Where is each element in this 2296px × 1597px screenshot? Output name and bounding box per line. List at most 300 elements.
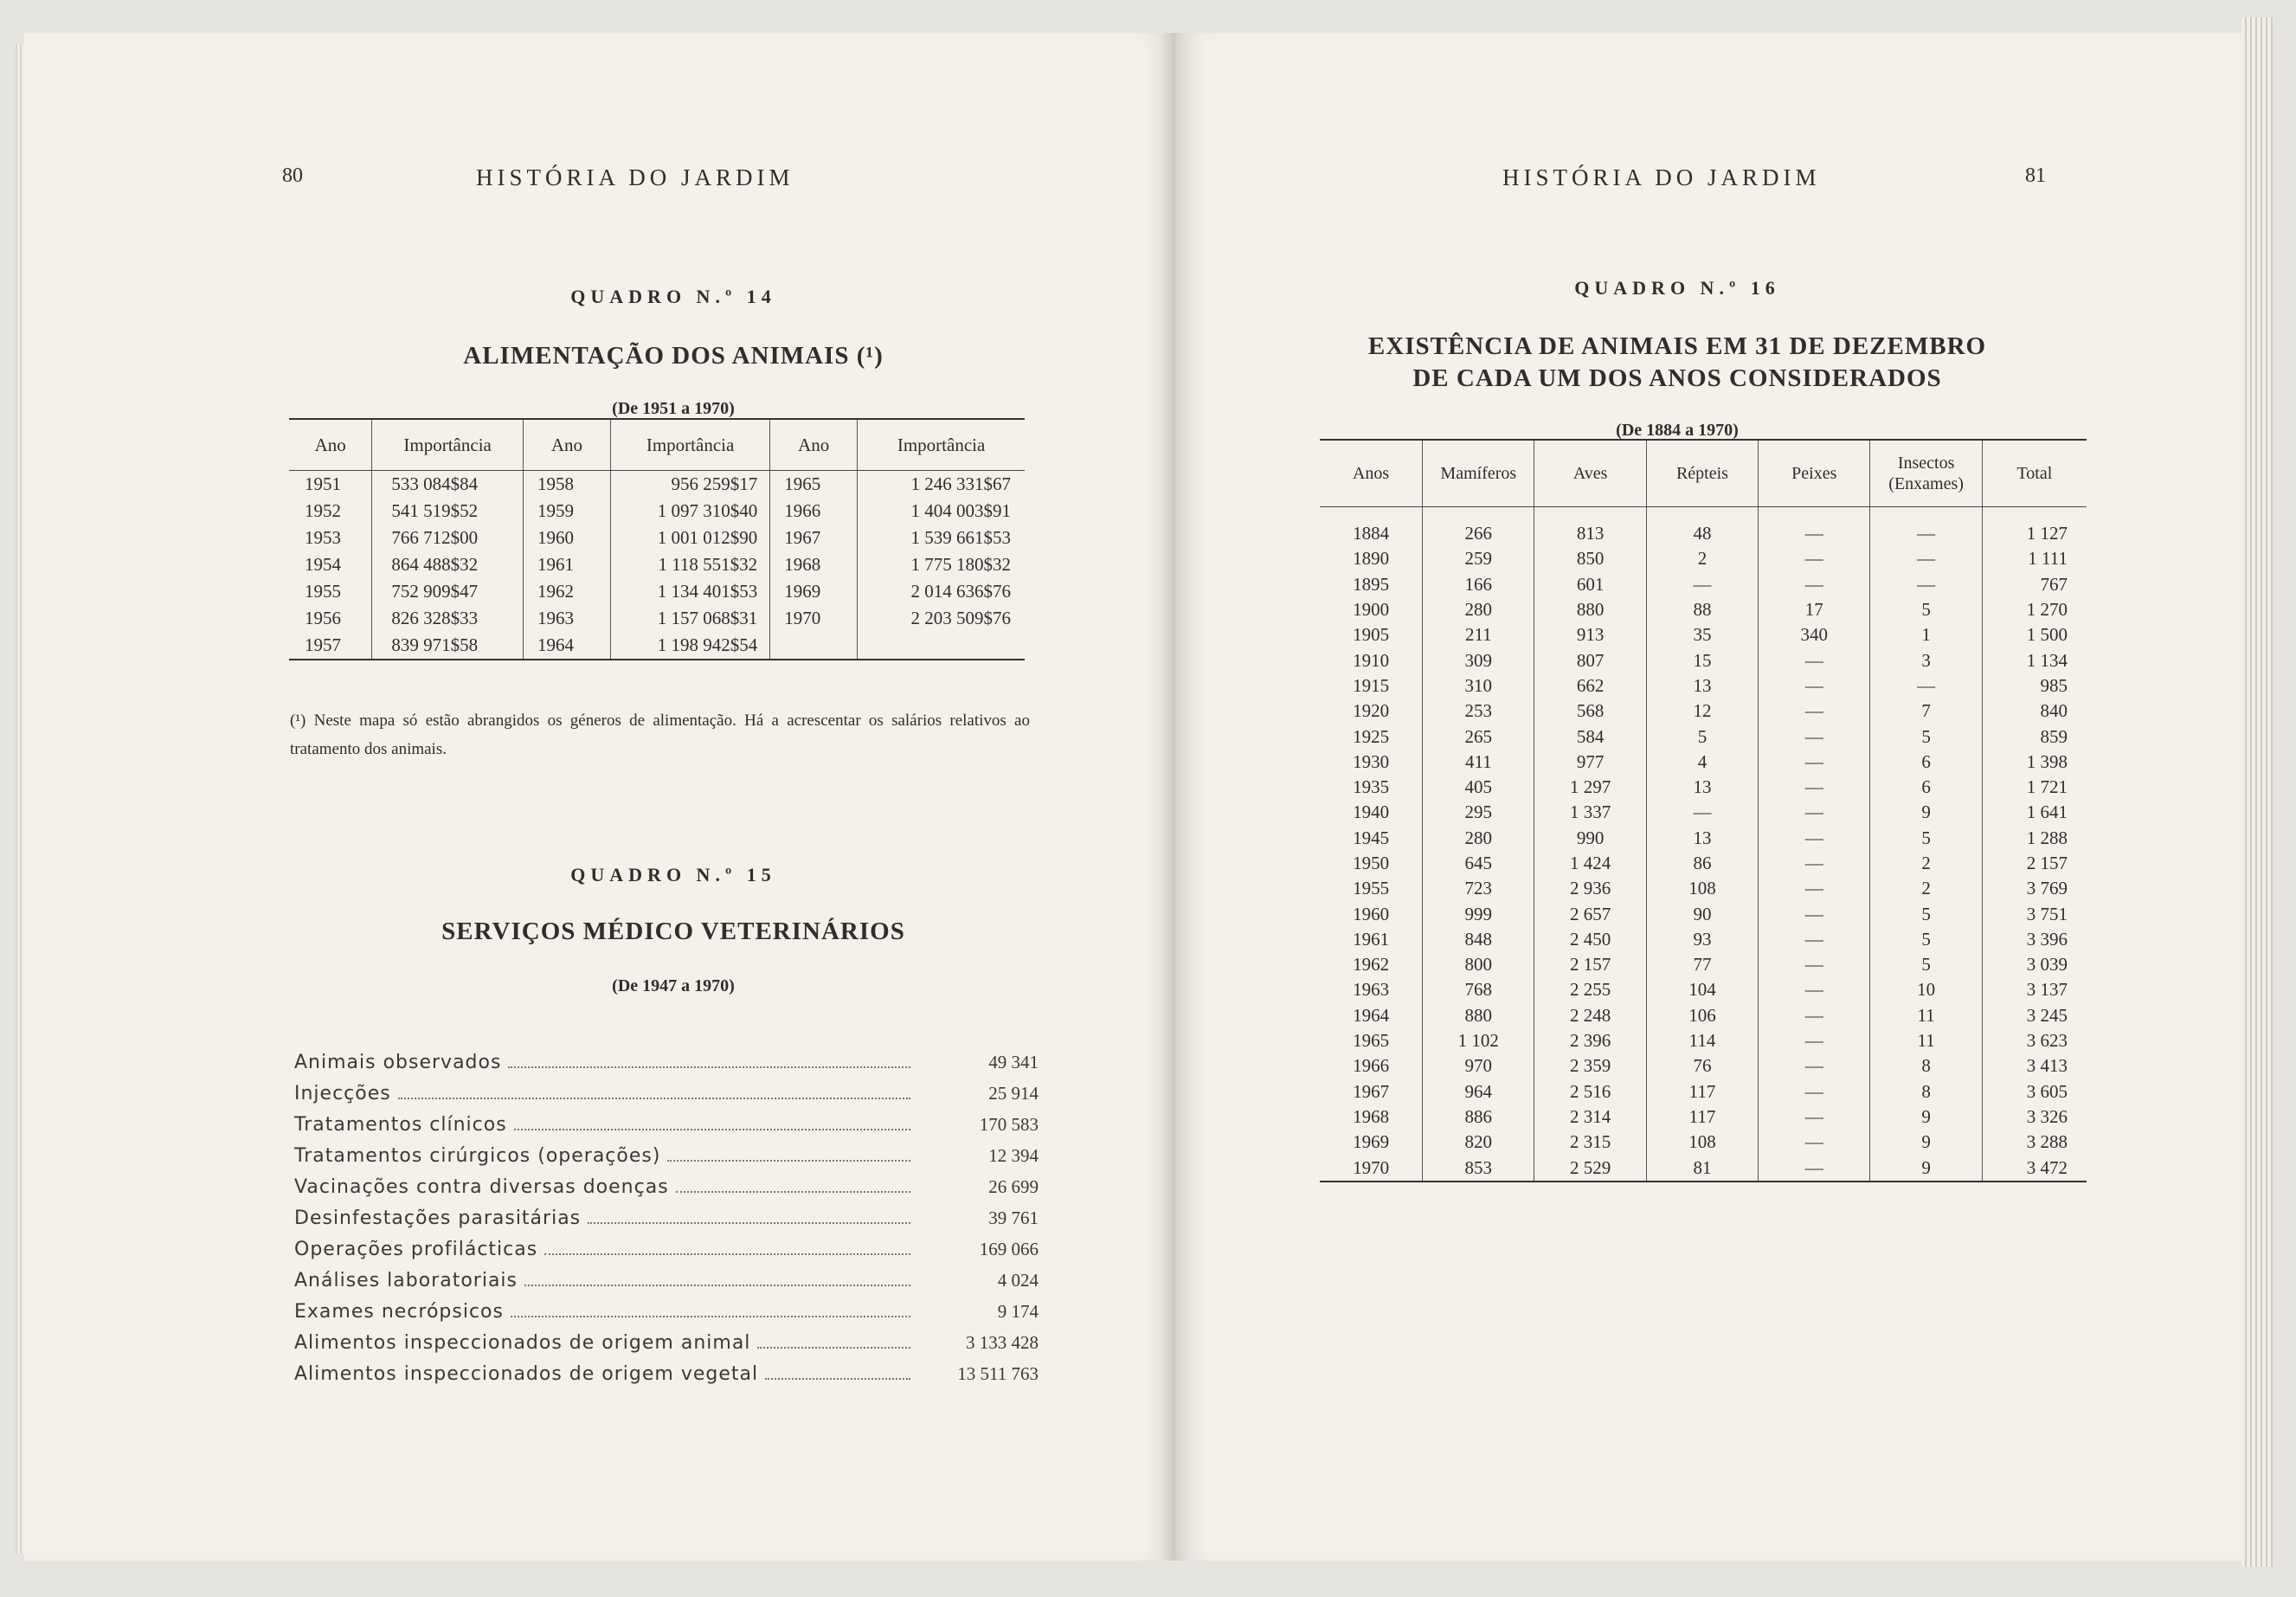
item-label: Operações profilácticas [294,1239,538,1260]
col-header-importancia-1: Importância [372,419,524,471]
table-cell: 1970 [1320,1155,1423,1181]
table-cell: 411 [1423,750,1534,775]
table-cell: 9 [1870,1155,1982,1181]
table-cell: — [1759,546,1870,571]
page-number: 81 [2025,164,2046,187]
animal-census-table [1320,439,2087,1182]
table-cell: 880 [1534,597,1646,622]
table-subtitle: (De 1884 a 1970) [1616,421,1739,440]
table-cell: 4 [1646,750,1758,775]
table-cell: 6 [1870,750,1982,775]
col-header-aves: Aves [1534,440,1646,507]
table-cell: — [1759,927,1870,952]
table-cell: 768 [1423,977,1534,1002]
table-cell: 1963 [523,605,610,632]
table-cell: 1970 [770,605,858,632]
table-cell: 645 [1423,851,1534,876]
table-row [1320,622,2087,647]
list-item [294,1083,1039,1114]
table-row [289,605,1025,632]
table-cell: 1884 [1353,523,1390,544]
table-cell: — [1759,647,1870,673]
table-title: SERVIÇOS MÉDICO VETERINÁRIOS [441,918,905,945]
table-cell: 1930 [1353,750,1390,772]
veterinary-services-list [294,1052,1039,1394]
dot-leader [765,1378,910,1380]
table-cell: 11 [1870,1003,1982,1028]
table-cell: 1940 [1353,802,1390,823]
item-value: 3 133 428 [966,1332,1039,1353]
table-cell: 970 [1423,1053,1534,1079]
table-cell [770,632,858,660]
table-cell: 848 [1423,927,1534,952]
item-value: 9 174 [997,1301,1039,1322]
table-cell: 3 [1870,647,1982,673]
table-cell: 2 657 [1534,901,1646,926]
table-cell: 1955 [305,581,341,602]
table-cell: 1950 [1353,853,1390,873]
dot-leader [511,1316,910,1317]
table-row [1320,800,2087,825]
table-cell: 3 039 [1982,952,2087,977]
table-row [1320,901,2087,926]
list-item [294,1332,1039,1363]
table-cell: 985 [1982,673,2087,699]
table-cell: 259 [1423,546,1534,571]
table-cell: 839 971$58 [372,632,524,660]
col-header-ano-1: Ano [289,419,372,471]
item-label: Alimentos inspeccionados de origem animal [294,1332,751,1354]
table-cell: 9 [1870,800,1982,825]
table-cell: 5 [1646,724,1758,749]
table-cell: — [1759,1003,1870,1028]
table-cell: 15 [1646,647,1758,673]
item-label: Alimentos inspeccionados de origem vegetal [294,1363,759,1385]
table-row [1320,851,2087,876]
table-cell: — [1759,826,1870,851]
dot-leader [508,1066,910,1068]
table-cell: 1 539 661$53 [858,525,1025,551]
table-row [289,525,1025,551]
table-cell: 1953 [305,527,341,548]
table-cell: 310 [1423,673,1534,699]
table-cell: 166 [1423,572,1534,597]
table-cell: — [1759,851,1870,876]
table-cell: 11 [1870,1028,1982,1053]
table-cell: 767 [1982,572,2087,597]
table-cell: — [1759,724,1870,749]
item-label: Tratamentos cirúrgicos (operações) [294,1145,661,1167]
table-cell: 81 [1646,1155,1758,1181]
list-item [294,1114,1039,1145]
table-cell: 1961 [1353,928,1390,950]
table-row [289,632,1025,660]
table-cell: 1 111 [1982,546,2087,571]
table-cell: 1964 [1353,1004,1390,1026]
list-item [294,1176,1039,1207]
table-cell: 807 [1534,647,1646,673]
table-row [1320,1053,2087,1079]
table-footnote: (¹) Neste mapa só estão abrangidos os géneros de alimentação. Há a acrescentar os salários relativos ao tratamento dos animais. [290,712,1030,758]
table-cell: 93 [1646,927,1758,952]
table-cell: 723 [1423,876,1534,901]
table-cell: 1 118 551$32 [610,551,769,578]
table-cell: — [1759,1028,1870,1053]
table-cell: — [1759,901,1870,926]
table-cell: 1 288 [1982,826,2087,851]
table-cell: 114 [1646,1028,1758,1053]
list-item [294,1145,1039,1176]
table-row [1320,699,2087,724]
table-cell: 1 102 [1423,1028,1534,1053]
table-cell: 1957 [305,634,341,655]
table-cell: 6 [1870,775,1982,800]
table-title-line2: DE CADA UM DOS ANOS CONSIDERADOS [1412,364,1942,392]
table-row [1320,750,2087,775]
table-cell: 9 [1870,1104,1982,1130]
table-cell: 5 [1870,901,1982,926]
table-row [1320,647,2087,673]
dot-leader [757,1347,910,1349]
table-cell: — [1870,507,1982,547]
dot-leader [667,1160,910,1162]
table-cell: 48 [1646,507,1758,547]
dot-leader [544,1253,910,1255]
table-cell: 3 605 [1982,1079,2087,1104]
table-header-row [289,419,1025,471]
table-cell: — [1759,673,1870,699]
item-label: Tratamentos clínicos [294,1114,507,1136]
table-cell: 108 [1646,1130,1758,1155]
table-cell: 5 [1870,952,1982,977]
table-row [289,498,1025,525]
table-cell: 1 001 012$90 [610,525,769,551]
table-cell: 5 [1870,826,1982,851]
table-row [1320,1079,2087,1104]
table-cell: 117 [1646,1104,1758,1130]
table-cell: 1890 [1353,548,1390,570]
table-cell: 601 [1534,572,1646,597]
table-cell: 1967 [1353,1080,1390,1102]
table-subtitle: (De 1947 a 1970) [612,976,735,995]
table-cell: 1952 [305,500,341,521]
item-label: Exames necrópsicos [294,1301,504,1323]
item-label: Desinfestações parasitárias [294,1207,582,1229]
table-cell: 2 529 [1534,1155,1646,1181]
table-row [1320,572,2087,597]
table-row [1320,597,2087,622]
table-cell: 1 775 180$32 [858,551,1025,578]
table-cell: 956 259$17 [610,471,769,499]
table-cell: 853 [1423,1155,1534,1181]
col-header-ano-3: Ano [770,419,858,471]
table-cell: — [1759,750,1870,775]
col-header-anos: Anos [1320,440,1423,507]
table-cell: 17 [1759,597,1870,622]
table-cell: 2 255 [1534,977,1646,1002]
page-number: 80 [282,164,303,187]
table-cell: 106 [1646,1003,1758,1028]
table-cell: 533 084$84 [372,471,524,499]
table-cell: 309 [1423,647,1534,673]
table-cell: 295 [1423,800,1534,825]
table-cell: 1 398 [1982,750,2087,775]
table-row [1320,826,2087,851]
table-cell: 1966 [1353,1055,1390,1077]
table-cell: 1915 [1353,674,1390,696]
table-cell: 7 [1870,699,1982,724]
col-header-importancia-3: Importância [858,419,1025,471]
table-cell: — [1759,876,1870,901]
table-cell: 2 014 636$76 [858,578,1025,605]
table-cell: 3 326 [1982,1104,2087,1130]
table-cell [858,632,1025,660]
table-cell: 2 157 [1982,851,2087,876]
table-cell: 1945 [1353,827,1390,848]
table-cell: 662 [1534,673,1646,699]
table-cell: 3 472 [1982,1155,2087,1181]
table-cell: 1910 [1353,649,1390,671]
table-cell: 13 [1646,826,1758,851]
table-cell: 405 [1423,775,1534,800]
table-cell: 77 [1646,952,1758,977]
food-cost-table [289,418,1025,660]
table-cell: 86 [1646,851,1758,876]
list-item [294,1270,1039,1301]
table-cell: 1 404 003$91 [858,498,1025,525]
table-cell: 1968 [1353,1105,1390,1127]
table-row [1320,977,2087,1002]
table-cell: 90 [1646,901,1758,926]
running-head: HISTÓRIA DO JARDIM [1502,164,1821,190]
table-cell: 840 [1982,699,2087,724]
table-cell: 1951 [305,473,341,494]
table-row [1320,1130,2087,1155]
table-cell: 280 [1423,826,1534,851]
item-label: Animais observados [294,1052,502,1073]
table-cell: 9 [1870,1130,1982,1155]
table-row [1320,1003,2087,1028]
table-cell: 1920 [1353,700,1390,722]
table-row [1320,775,2087,800]
table-cell: 104 [1646,977,1758,1002]
table-cell: 2 450 [1534,927,1646,952]
table-cell: 990 [1534,826,1646,851]
table-cell: 8 [1870,1053,1982,1079]
table-cell: 1969 [1353,1131,1390,1153]
table-cell: 5 [1870,724,1982,749]
table-cell: 3 396 [1982,927,2087,952]
table-cell: 1962 [523,578,610,605]
table-cell: 1 198 942$54 [610,632,769,660]
list-item [294,1052,1039,1083]
table-cell: 2 396 [1534,1028,1646,1053]
table-cell: — [1759,1079,1870,1104]
table-row [1320,952,2087,977]
item-value: 39 761 [988,1207,1039,1228]
table-cell: 13 [1646,775,1758,800]
table-cell: 1966 [770,498,858,525]
table-cell: 1965 [770,471,858,499]
table-row [1320,724,2087,749]
table-cell: — [1870,546,1982,571]
table-label: QUADRO N.º 15 [570,864,776,885]
running-head: HISTÓRIA DO JARDIM [476,164,794,190]
table-cell: 2 936 [1534,876,1646,901]
dot-leader [588,1222,910,1224]
col-header-importancia-2: Importância [610,419,769,471]
table-cell: 826 328$33 [372,605,524,632]
table-cell: 280 [1423,597,1534,622]
table-cell: 1960 [523,525,610,551]
table-cell: — [1870,673,1982,699]
table-cell: 859 [1982,724,2087,749]
item-value: 12 394 [988,1145,1039,1166]
table-subtitle: (De 1951 a 1970) [612,399,735,418]
item-value: 4 024 [997,1270,1039,1291]
table-row [1320,927,2087,952]
table-cell: 1955 [1353,878,1390,899]
table-cell: 3 288 [1982,1130,2087,1155]
table-cell: 88 [1646,597,1758,622]
table-cell: 8 [1870,1079,1982,1104]
table-cell: 1 246 331$67 [858,471,1025,499]
table-cell: 1900 [1353,599,1390,621]
table-cell: 1 424 [1534,851,1646,876]
table-cell: 266 [1423,507,1534,547]
table-cell: 1895 [1353,573,1390,595]
table-cell: 541 519$52 [372,498,524,525]
table-cell: 813 [1534,507,1646,547]
table-row [1320,1028,2087,1053]
dot-leader [514,1129,910,1130]
table-cell: 2 314 [1534,1104,1646,1130]
list-item [294,1363,1039,1394]
table-cell: 1 157 068$31 [610,605,769,632]
table-cell: 340 [1759,622,1870,647]
table-cell: 3 137 [1982,977,2087,1002]
table-cell: 800 [1423,952,1534,977]
table-title-line1: EXISTÊNCIA DE ANIMAIS EM 31 DE DEZEMBRO [1367,332,1987,360]
col-header-mamiferos: Mamíferos [1423,440,1534,507]
table-cell: 1965 [1353,1030,1390,1052]
table-cell: 5 [1870,927,1982,952]
dot-leader [676,1191,910,1193]
table-cell: 752 909$47 [372,578,524,605]
table-row [1320,673,2087,699]
table-cell: — [1646,800,1758,825]
table-cell: 864 488$32 [372,551,524,578]
table-cell: 1960 [1353,903,1390,924]
table-cell: — [1759,1104,1870,1130]
table-cell: 3 623 [1982,1028,2087,1053]
table-cell: 3 751 [1982,901,2087,926]
dot-leader [524,1285,910,1286]
item-value: 13 511 763 [957,1363,1039,1384]
table-cell: 999 [1423,901,1534,926]
table-cell: 1967 [770,525,858,551]
table-cell: — [1759,1155,1870,1181]
table-cell: — [1646,572,1758,597]
table-cell: 3 245 [1982,1003,2087,1028]
table-cell: — [1870,572,1982,597]
item-value: 49 341 [988,1052,1039,1072]
table-cell: 211 [1423,622,1534,647]
table-header-row [1320,440,2087,507]
table-cell: 76 [1646,1053,1758,1079]
table-cell: — [1759,952,1870,977]
table-row [289,578,1025,605]
col-header-insectos: Insectos (Enxames) [1870,440,1982,507]
table-cell: 13 [1646,673,1758,699]
table-cell: 2 [1646,546,1758,571]
table-cell: 880 [1423,1003,1534,1028]
item-label: Vacinações contra diversas doenças [294,1176,669,1198]
table-cell: 35 [1646,622,1758,647]
table-cell: 1968 [770,551,858,578]
table-cell: 1954 [305,554,341,575]
table-cell: 2 157 [1534,952,1646,977]
table-cell: — [1759,507,1870,547]
table-cell: 1 134 401$53 [610,578,769,605]
table-cell: 584 [1534,724,1646,749]
table-cell: 1 641 [1982,800,2087,825]
table-cell: 1 721 [1982,775,2087,800]
item-label: Injecções [294,1083,391,1104]
table-cell: 1964 [523,632,610,660]
table-cell: 2 248 [1534,1003,1646,1028]
table-cell: 568 [1534,699,1646,724]
table-title: ALIMENTAÇÃO DOS ANIMAIS (¹) [463,342,884,370]
table-cell: 1969 [770,578,858,605]
list-item [294,1207,1039,1239]
table-cell: 2 516 [1534,1079,1646,1104]
list-item [294,1239,1039,1270]
table-row [289,471,1025,499]
table-cell: 1905 [1353,624,1390,646]
table-cell: 1962 [1353,954,1390,976]
table-cell: 1 [1870,622,1982,647]
item-value: 170 583 [979,1114,1039,1135]
table-cell: 265 [1423,724,1534,749]
table-cell: 1 127 [1982,507,2087,547]
table-cell: 977 [1534,750,1646,775]
col-header-total: Total [1982,440,2087,507]
table-cell: 1925 [1353,725,1390,747]
item-label: Análises laboratoriais [294,1270,518,1291]
table-label: QUADRO N.º 14 [570,286,776,307]
table-cell: 3 413 [1982,1053,2087,1079]
table-cell: 1963 [1353,979,1390,1001]
table-row [1320,876,2087,901]
table-cell: — [1759,977,1870,1002]
table-cell: 5 [1870,597,1982,622]
table-cell: 253 [1423,699,1534,724]
table-cell: 1961 [523,551,610,578]
table-cell: 2 [1870,851,1982,876]
table-cell: 1 134 [1982,647,2087,673]
table-cell: 2 [1870,876,1982,901]
table-cell: 1 297 [1534,775,1646,800]
table-cell: 1 337 [1534,800,1646,825]
item-value: 26 699 [988,1176,1039,1197]
col-header-repteis: Répteis [1646,440,1758,507]
table-cell: 913 [1534,622,1646,647]
table-cell: 117 [1646,1079,1758,1104]
table-label: QUADRO N.º 16 [1574,277,1780,299]
table-cell: — [1759,1053,1870,1079]
table-cell: 964 [1423,1079,1534,1104]
